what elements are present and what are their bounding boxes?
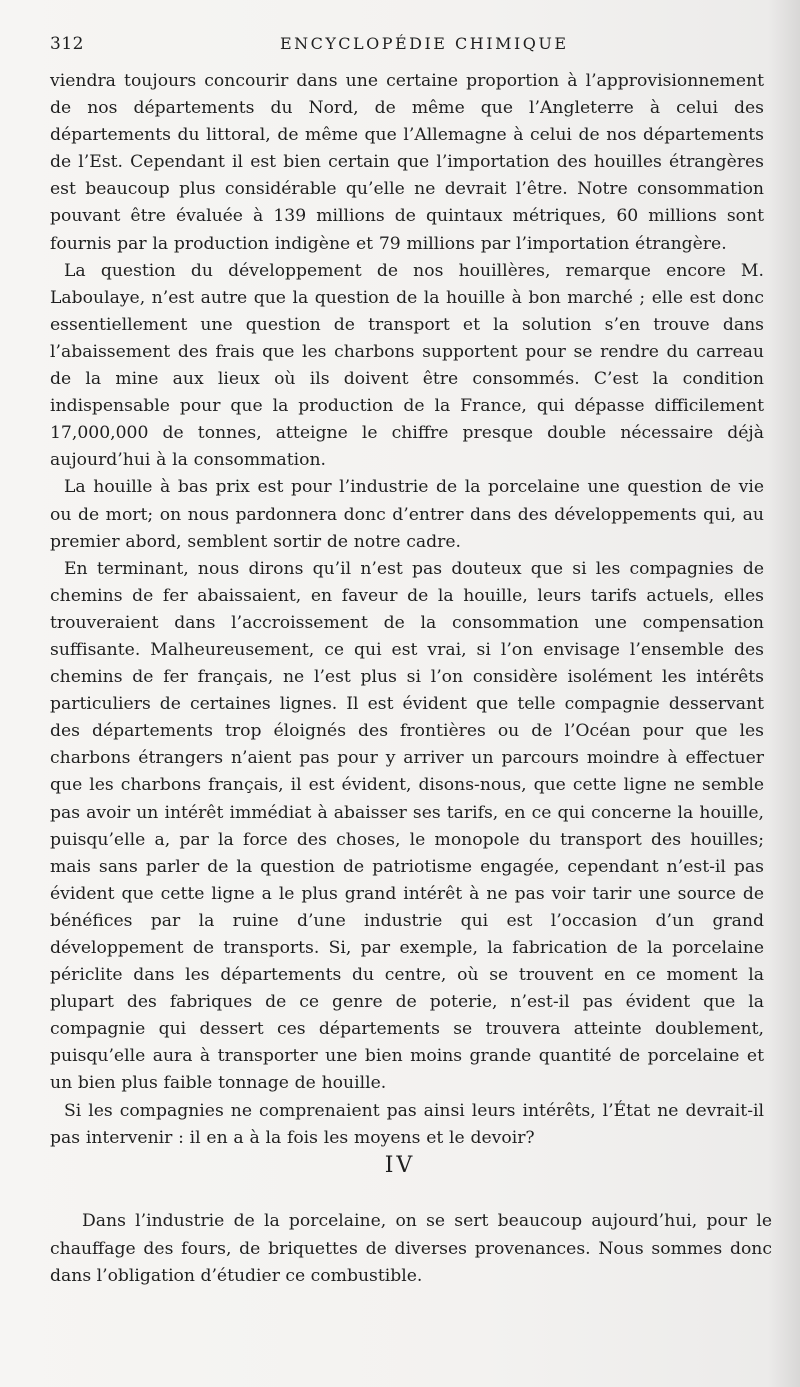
paragraph: Dans l’industrie de la porcelaine, on se sert beaucoup aujourd’hui, pour le chauffage des fours, de briquettes de diverses provenances. Nous sommes donc dans l’obligation d’étudier ce combustible. xyxy=(50,1211,772,1286)
paragraph: En terminant, nous dirons qu’il n’est pas douteux que si les compagnies de chemins de fer abaissaient, en faveur de la houille, leurs tarifs actuels, elles trouveraient dans l’accroissement de la consommation une compensation suffisante. Malheureusement, ce qui est vrai, si l’on envisage l’ensemble des chemins de fer français, ne l’est plus si l’on considère isolément les intérêts particuliers de certaines lignes. Il est évident que telle compagnie desservant des départements trop éloignés des frontières ou de l’Océan pour que les charbons étrangers n’aient pas pour y arriver un parcours moindre à effectuer que les charbons français, il est évident, disons-nous, que cette ligne ne semble pas avoir un intérêt immédiat à abaisser ses tarifs, en ce qui concerne la houille, puisqu’elle a, par la force des choses, le monopole du transport des houilles; mais sans parler de la question de patriotisme engagée, cependant n’est-il pas évident que cette ligne a le plus grand intérêt à ne pas voir tarir une source de bénéfices par la ruine d’une industrie qui est l’occasion d’un grand développement de transports. Si, par exemple, la fabrication de la porcelaine périclite dans les départements du centre, où se trouvent en ce moment la plupart des fabriques de ce genre de poterie, n’est-il pas évident que la compagnie qui dessert ces départements se trouvera atteinte doublement, puisqu’elle aura à transporter une bien moins grande quantité de porcelaine et un bien plus faible tonnage de houille. xyxy=(50,558,764,1094)
running-title: ENCYCLOPÉDIE CHIMIQUE xyxy=(280,34,569,53)
section-heading: IV xyxy=(384,1153,416,1178)
paragraph: Si les compagnies ne comprenaient pas ainsi leurs intérêts, l’État ne devrait-il pas intervenir : il en a à la fois les moyens et le devoir? xyxy=(50,1100,764,1148)
body-text xyxy=(50,68,764,1152)
paragraph: La houille à bas prix est pour l’industrie de la porcelaine une question de vie ou de mort; on nous pardonnera donc d’entrer dans des développements qui, au premier abord, semblent sortir de notre cadre. xyxy=(50,477,764,552)
paragraph: La question du développement de nos houillères, remarque encore M. Laboulaye, n’est autre que la question de la houille à bon marché ; elle est donc essentiellement une question de transport et la solution s’en trouve dans l’abaissement des frais que les charbons supportent pour se rendre du carreau de la mine aux lieux où ils doivent être consommés. C’est la condition indispensable pour que la production de la France, qui dépasse difficilement 17,000,000 de tonnes, atteigne le chiffre presque double nécessaire déjà aujourd’hui à la consommation. xyxy=(50,260,764,471)
page-number: 312 xyxy=(50,34,84,54)
paragraph: viendra toujours concourir dans une certaine proportion à l’approvisionnement de nos départements du Nord, de même que l’Angleterre à celui des départements du littoral, de même que l’Allemagne à celui de nos départements de l’Est. Cependant il est bien certain que l’importation des houilles étrangères est beaucoup plus considérable qu’elle ne devrait l’être. Notre consommation pouvant être évaluée à 139 millions de quintaux métriques, 60 millions sont fournis par la production indigène et 79 millions par l’importation étrangère. xyxy=(50,71,764,254)
section-body xyxy=(50,1208,772,1291)
page-header xyxy=(50,34,760,58)
